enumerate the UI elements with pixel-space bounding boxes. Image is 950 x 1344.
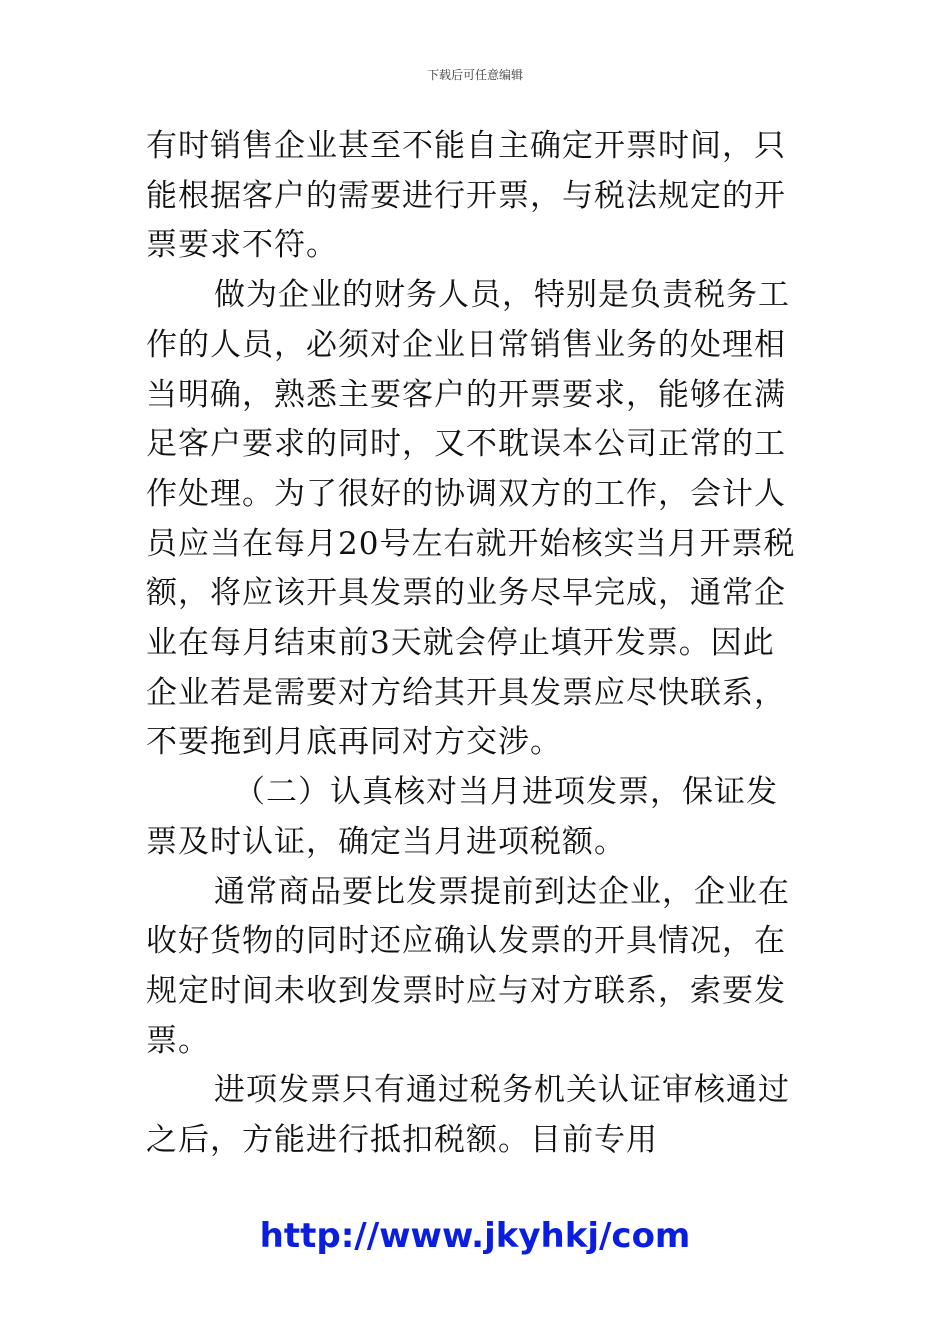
paragraph-input-invoice-certification: 进项发票只有通过税务机关认证审核通过之后，方能进行抵扣税额。目前专用 [146,1072,790,1159]
paragraph-continuation: 有时销售企业甚至不能自主确定开票时间，只能根据客户的需要进行开票，与税法规定的开票要求不符。 [146,128,786,264]
document-body [146,122,796,1166]
paragraph-finance-staff: 做为企业的财务人员，特别是负责税务工作的人员，必须对企业日常销售业务的处理相当明确，熟悉主要客户的开票要求，能够在满足客户要求的同时，又不耽误本公司正常的工作处理。为了很好的协调双方的工作，会计人员应当在每月20号左右就开始核实当月开票税额，将应该开具发票的业务尽早完成，通常企业在每月结束前3天就会停止填开发票。因此企业若是需要对方给其开具发票应尽快联系，不要拖到月底再同对方交涉。 [146,277,796,761]
paragraph-goods-arrival: 通常商品要比发票提前到达企业，企业在收好货物的同时还应确认发票的开具情况，在规定时间未收到发票时应与对方联系，索要发票。 [146,873,790,1059]
footer-website-link[interactable]: http://www.jkyhkj/com [259,1216,691,1256]
section-heading-input-invoices: （二）认真核对当月进项发票，保证发票及时认证，确定当月进项税额。 [146,774,778,860]
page-header: 下载后可任意编辑 [426,68,523,82]
